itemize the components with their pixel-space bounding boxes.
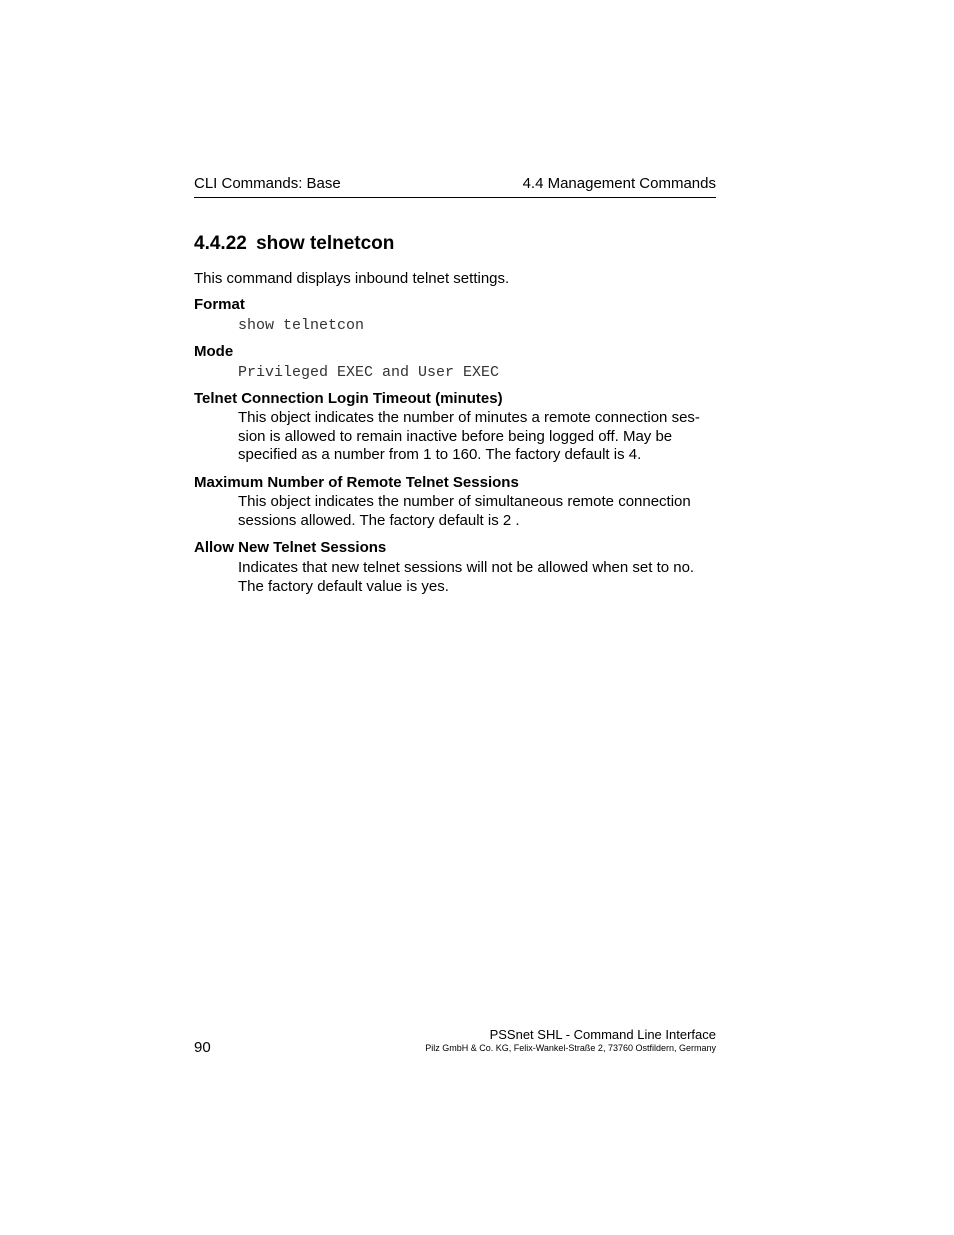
format-code: show telnetcon [238, 317, 365, 334]
description-line: This object indicates the number of minutes a remote connection ses- [238, 409, 700, 426]
mode-code: Privileged EXEC and User EXEC [238, 364, 500, 381]
intro-text: This command displays inbound telnet settings. [194, 270, 510, 287]
section-title [194, 233, 394, 255]
document-page [194, 0, 716, 1235]
description-line: Indicates that new telnet sessions will not be allowed when set to no. [238, 559, 695, 576]
header-chapter: CLI Commands: Base [194, 175, 341, 192]
description-line: The factory default value is yes. [238, 577, 449, 595]
max-sessions-description [238, 493, 718, 530]
description-line: sion is allowed to remain inactive before being logged off. May be [238, 427, 673, 445]
allow-new-sessions-heading: Allow New Telnet Sessions [194, 539, 387, 556]
login-timeout-heading: Telnet Connection Login Timeout (minutes) [194, 390, 503, 407]
publisher-address: Pilz GmbH & Co. KG, Felix-Wankel-Straße 2, 73760 Ostfildern, Germany [425, 1043, 716, 1053]
description-line: This object indicates the number of simultaneous remote connection [238, 493, 691, 510]
section-title-text: show telnetcon [256, 233, 395, 254]
running-header [194, 175, 716, 198]
mode-heading: Mode [194, 343, 234, 360]
description-line: sessions allowed. The factory default is 2 . [238, 511, 520, 529]
login-timeout-description [238, 409, 718, 465]
max-sessions-heading: Maximum Number of Remote Telnet Sessions [194, 474, 519, 491]
allow-new-sessions-description [238, 559, 718, 596]
document-title: PSSnet SHL - Command Line Interface [489, 1027, 716, 1042]
page-footer [194, 1027, 716, 1057]
format-heading: Format [194, 296, 245, 313]
page-number: 90 [194, 1039, 211, 1056]
header-section: 4.4 Management Commands [522, 175, 716, 192]
section-number: 4.4.22 [194, 233, 247, 254]
description-line: specified as a number from 1 to 160. The factory default is 4. [238, 446, 642, 463]
